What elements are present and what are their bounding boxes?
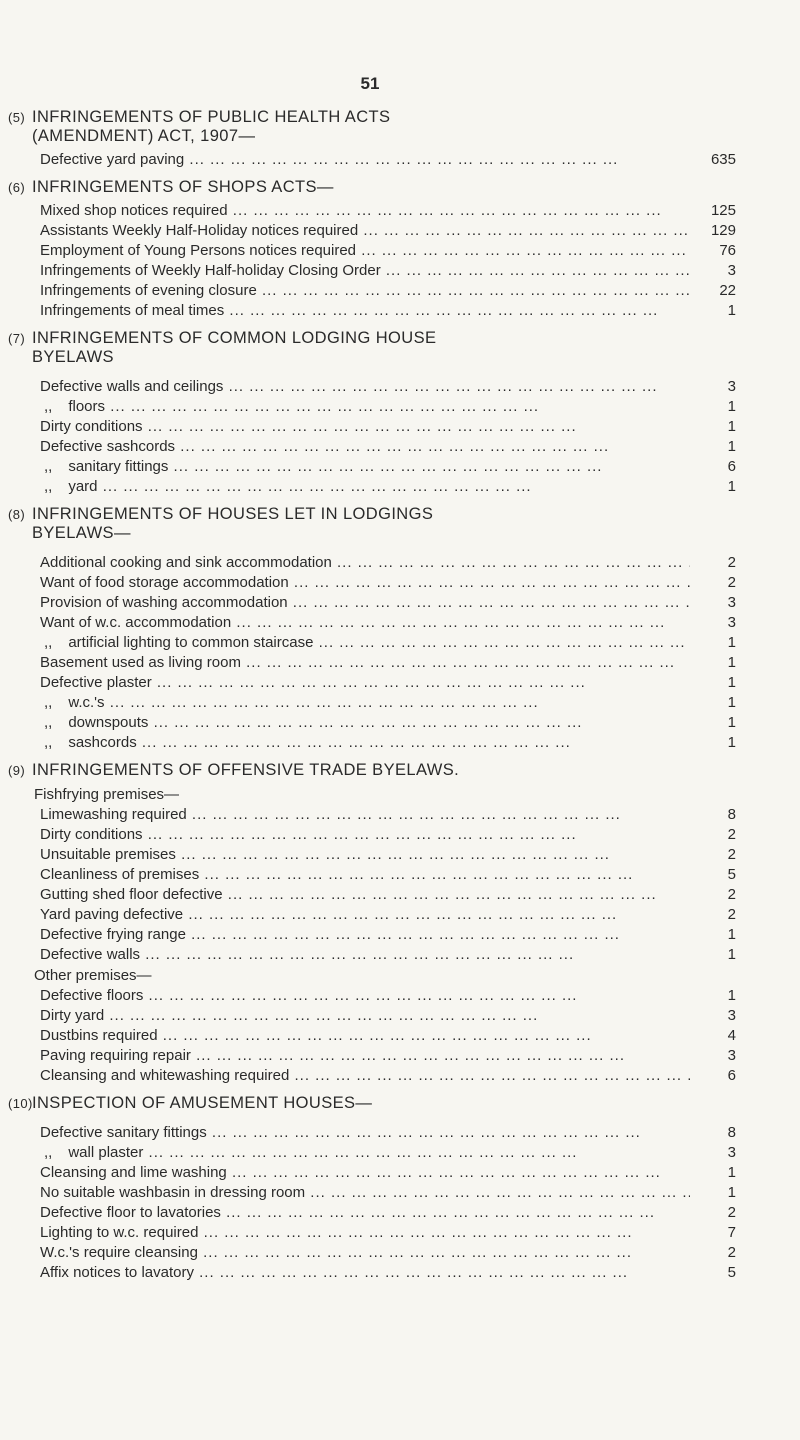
list-item: ,, floors ... . 1 [8, 397, 738, 417]
list-item: ,, sashcords ... . 1 [8, 733, 738, 753]
section-title-continued: (AMENDMENT) ACT, 1907— [32, 127, 256, 145]
ditto-mark: ,, [44, 458, 53, 475]
list-item: Provision of washing accommodation ... . 3 [8, 593, 738, 613]
section-heading [8, 1094, 738, 1113]
section-title: INFRINGEMENTS OF HOUSES LET IN LODGINGS [32, 505, 434, 523]
section-number: (8) [8, 507, 26, 522]
list-item: Lighting to w.c. required ... . 7 [8, 1223, 738, 1243]
list-item: Mixed shop notices required ... . 125 [8, 201, 738, 221]
list-item: Defective floors ... . 1 [8, 986, 738, 1006]
list-item: Defective yard paving ... . 635 [8, 150, 738, 170]
list-item: Basement used as living room ... . 1 [8, 653, 738, 673]
list-item: Yard paving defective ... . 2 [8, 905, 738, 925]
list-item: No suitable washbasin in dressing room ... . 1 [8, 1183, 738, 1203]
list-item: Defective walls and ceilings ... . 3 [8, 377, 738, 397]
list-item: ,, downspouts ... . 1 [8, 713, 738, 733]
section-title: INFRINGEMENTS OF SHOPS ACTS— [32, 178, 334, 196]
list-item: Defective plaster ... . 1 [8, 673, 738, 693]
section-houses-let-in-lodgings [8, 505, 738, 753]
list-item: Infringements of evening closure ... . 22 [8, 281, 738, 301]
list-item: Additional cooking and sink accommodation ... . 2 [8, 553, 738, 573]
ditto-mark: ,, [44, 478, 53, 495]
ditto-mark: ,, [44, 714, 53, 731]
ditto-mark: ,, [44, 734, 53, 751]
section-title: INFRINGEMENTS OF PUBLIC HEALTH ACTS [32, 108, 391, 126]
group-title: Fishfrying premises— [34, 786, 180, 803]
list-item: Defective frying range ... . 1 [8, 925, 738, 945]
list-item: Dirty conditions ... . 2 [8, 825, 738, 845]
ditto-mark: ,, [44, 398, 53, 415]
section-title-continued: BYELAWS [32, 348, 114, 366]
document-body [8, 108, 738, 1291]
list-item: Dirty conditions ... . 1 [8, 417, 738, 437]
list-item: Dustbins required ... . 4 [8, 1026, 738, 1046]
section-title: INSPECTION OF AMUSEMENT HOUSES— [32, 1094, 373, 1112]
list-item: ,, w.c.'s ... . 1 [8, 693, 738, 713]
section-number: (9) [8, 763, 26, 778]
list-item: Defective sanitary fittings ... . 8 [8, 1123, 738, 1143]
list-item: Limewashing required ... . 8 [8, 805, 738, 825]
list-item: Infringements of meal times ... . 1 [8, 301, 738, 321]
list-item: Infringements of Weekly Half-holiday Closing Order ... . 3 [8, 261, 738, 281]
list-item: Defective sashcords ... . 1 [8, 437, 738, 457]
list-item: Paving requiring repair ... . 3 [8, 1046, 738, 1066]
list-item: Dirty yard ... . 3 [8, 1006, 738, 1026]
list-item: ,, sanitary fittings ... . 6 [8, 457, 738, 477]
list-item: Unsuitable premises ... . 2 [8, 845, 738, 865]
list-item: Want of food storage accommodation ... . 2 [8, 573, 738, 593]
list-item: Gutting shed floor defective ... . 2 [8, 885, 738, 905]
list-item: W.c.'s require cleansing ... . 2 [8, 1243, 738, 1263]
ditto-mark: ,, [44, 694, 53, 711]
ditto-mark: ,, [44, 634, 53, 651]
section-heading [8, 761, 738, 780]
section-title-continued: BYELAWS— [32, 524, 131, 542]
list-item: Cleanliness of premises ... . 5 [8, 865, 738, 885]
section-common-lodging-house [8, 329, 738, 497]
section-number: (10) [8, 1096, 33, 1111]
section-heading [8, 108, 738, 146]
section-public-health-acts [8, 108, 738, 170]
section-heading [8, 329, 738, 367]
list-item: ,, wall plaster ... . 3 [8, 1143, 738, 1163]
list-item: Cleansing and lime washing ... . 1 [8, 1163, 738, 1183]
ditto-mark: ,, [44, 1144, 53, 1161]
list-item: Defective floor to lavatories ... . 2 [8, 1203, 738, 1223]
section-title: INFRINGEMENTS OF COMMON LODGING HOUSE [32, 329, 437, 347]
section-number: (5) [8, 110, 26, 125]
section-number: (6) [8, 180, 26, 195]
section-number: (7) [8, 331, 26, 346]
section-offensive-trade [8, 761, 738, 1086]
page-number: 51 [360, 74, 380, 93]
section-heading [8, 505, 738, 543]
list-item: Defective walls ... . 1 [8, 945, 738, 965]
group-title: Other premises— [34, 967, 152, 984]
list-item: Employment of Young Persons notices required ... . 76 [8, 241, 738, 261]
section-heading [8, 178, 738, 197]
list-item: ,, artificial lighting to common staircase ... . 1 [8, 633, 738, 653]
section-title: INFRINGEMENTS OF OFFENSIVE TRADE BYELAWS. [32, 761, 460, 779]
list-item: Affix notices to lavatory ... . 5 [8, 1263, 738, 1283]
section-amusement-houses [8, 1094, 738, 1283]
list-item: ,, yard ... . 1 [8, 477, 738, 497]
list-item: Want of w.c. accommodation ... . 3 [8, 613, 738, 633]
list-item: Assistants Weekly Half-Holiday notices required ... . 129 [8, 221, 738, 241]
section-shops-acts [8, 178, 738, 321]
list-item: Cleansing and whitewashing required ... . 6 [8, 1066, 738, 1086]
